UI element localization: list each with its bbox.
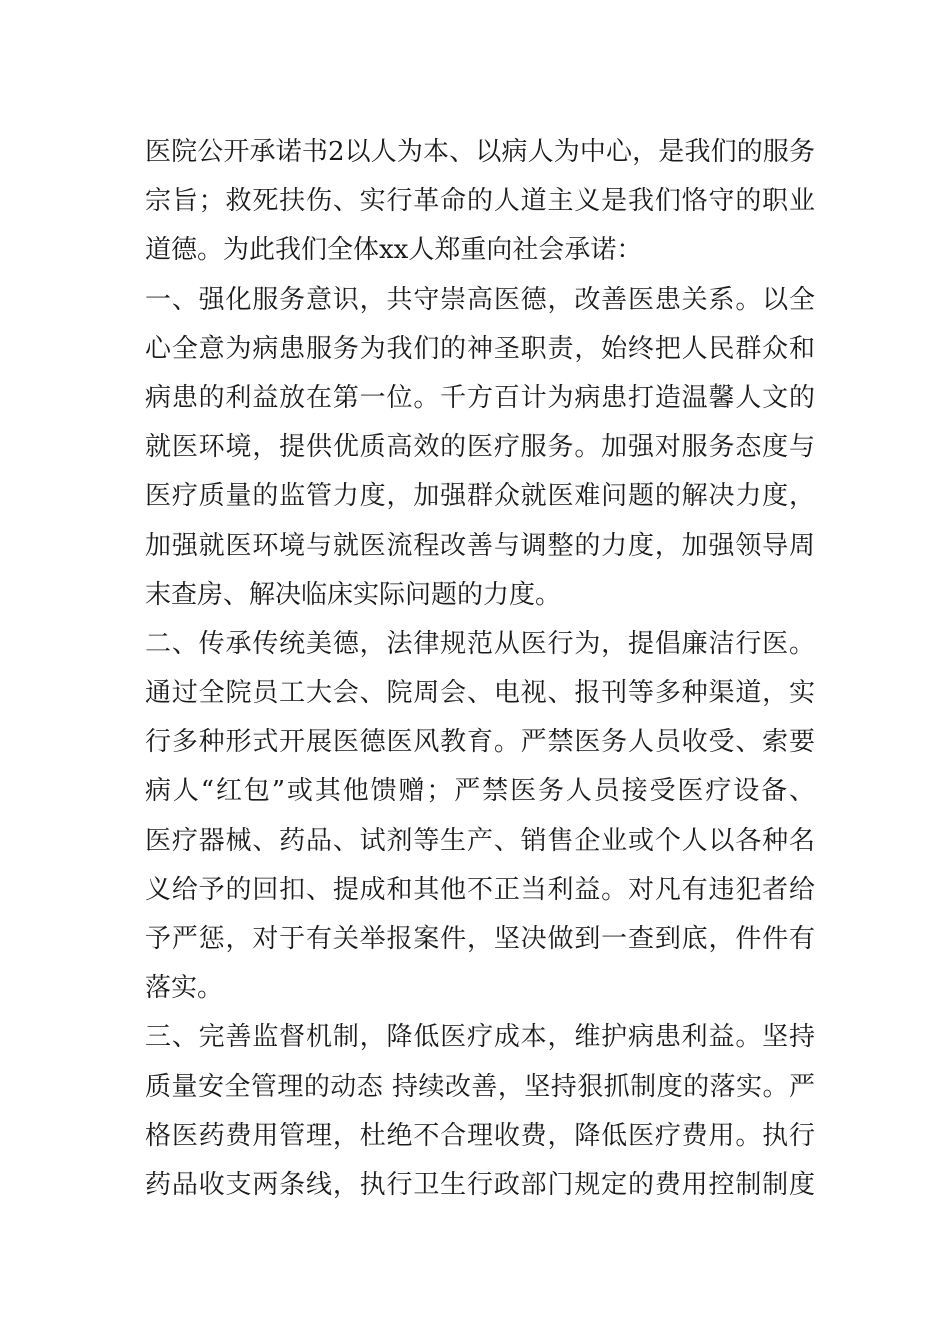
text-line: 三、完善监督机制，降低医疗成本，维护病患利益。坚持 [145,1022,815,1053]
text-line: 病患的利益放在第一位。千方百计为病患打造温馨人文的 [145,382,815,413]
text-line: 义给予的回扣、提成和其他不正当利益。对凡有违犯者给 [145,874,815,905]
text-line: 心全意为病患服务为我们的神圣职责，始终把人民群众和 [145,333,815,364]
text-line: 道德。为此我们全体xx人郑重向社会承诺： [145,235,643,266]
text-line: 通过全院员工大会、院周会、电视、报刊等多种渠道，实 [145,678,815,709]
text-line: 宗旨；救死扶伤、实行革命的人道主义是我们恪守的职业 [145,186,815,217]
document-body [145,128,815,1210]
text-line: 就医环境，提供优质高效的医疗服务。加强对服务态度与 [145,432,815,463]
text-line: 末查房、解决临床实际问题的力度。 [145,579,562,610]
text-line: 格医药费用管理，杜绝不合理收费，降低医疗费用。执行 [145,1120,815,1151]
text-line: 医疗器械、药品、试剂等生产、销售企业或个人以各种名 [145,825,815,856]
text-line: 质量安全管理的动态 持续改善，坚持狠抓制度的落实。严 [145,1071,815,1102]
text-line: 药品收支两条线，执行卫生行政部门规定的费用控制制度 [145,1169,815,1200]
text-line: 病人“红包”或其他馈赠；严禁医务人员接受医疗设备、 [145,776,815,807]
text-line: 加强就医环境与就医流程改善与调整的力度，加强领导周 [145,530,815,561]
text-line: 二、传承传统美德，法律规范从医行为，提倡廉洁行医。 [145,628,815,659]
text-line: 落实。 [145,973,224,1004]
text-line: 一、强化服务意识，共守崇高医德，改善医患关系。以全 [145,284,815,315]
text-line: 予严惩，对于有关举报案件，坚决做到一查到底，件件有 [145,924,815,954]
text-line: 行多种形式开展医德医风教育。严禁医务人员收受、索要 [145,727,815,758]
text-line: 医院公开承诺书2以人为本、以病人为中心，是我们的服务 [145,137,815,167]
text-line: 医疗质量的监管力度，加强群众就医难问题的解决力度， [145,481,815,512]
